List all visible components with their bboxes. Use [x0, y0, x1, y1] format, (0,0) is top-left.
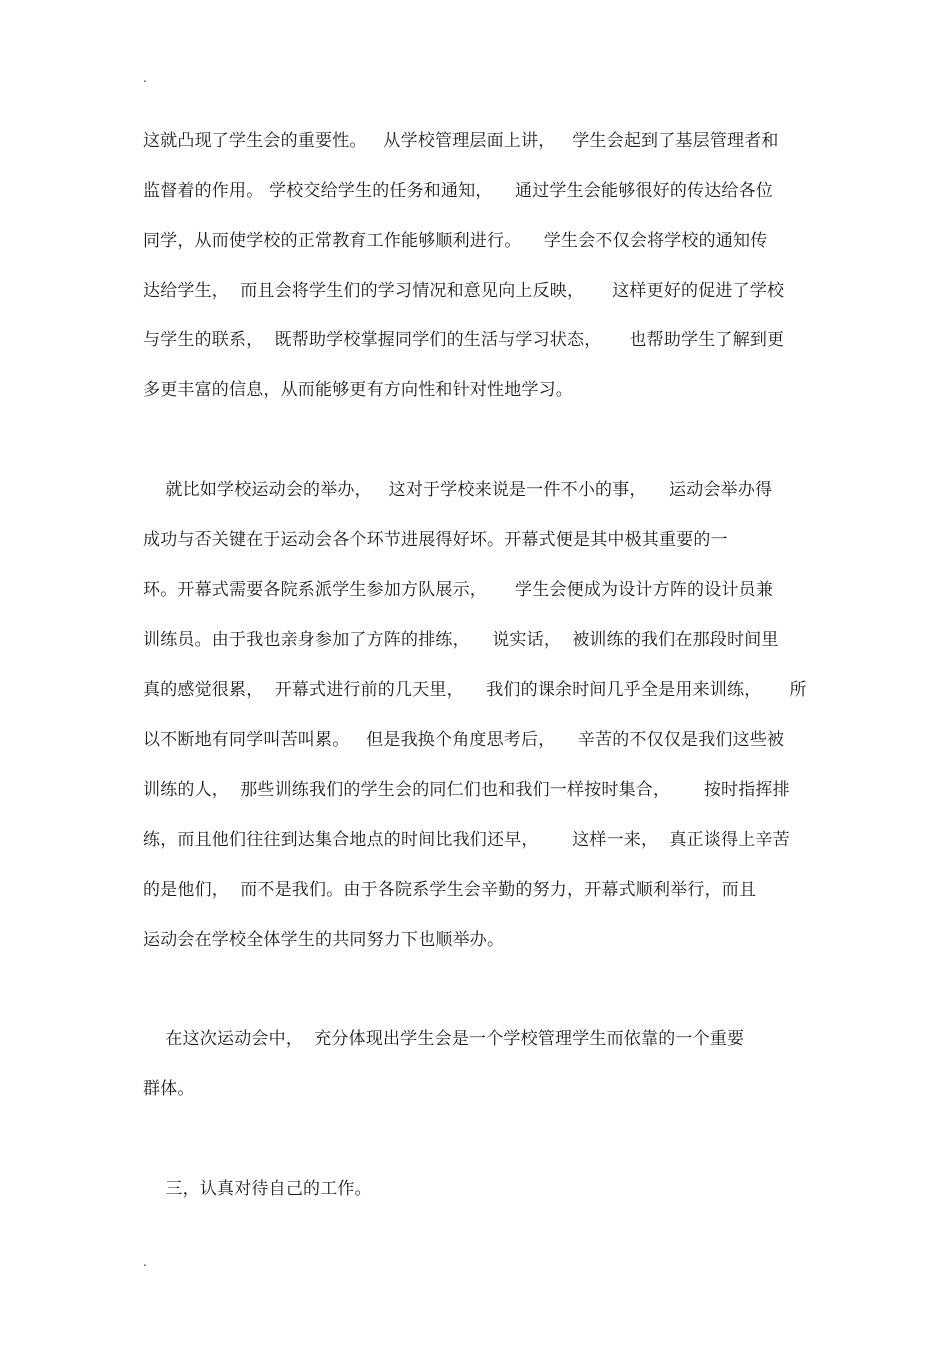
text-line: 达给学生， 而且会将学生们的学习情况和意见向上反映， 这样更好的促进了学校 [143, 281, 785, 301]
text-line: 多更丰富的信息，从而能够更有方向性和针对性地学习。 [143, 380, 573, 400]
text-line: 监督着的作用。 学校交给学生的任务和通知， 通过学生会能够很好的传达给各位 [143, 181, 774, 201]
text-line: 在这次运动会中， 充分体现出学生会是一个学校管理学生而依靠的一个重要 [143, 1029, 745, 1049]
section-heading: 三，认真对待自己的工作。 [143, 1179, 372, 1199]
text-line: 成功与否关键在于运动会各个环节进展得好坏。开幕式便是其中极其重要的一 [143, 530, 728, 550]
text-line: 以不断地有同学叫苦叫累。 但是我换个角度思考后， 辛苦的不仅仅是我们这些被 [143, 730, 785, 750]
text-line: 与学生的联系， 既帮助学校掌握同学们的生活与学习状态， 也帮助学生了解到更 [143, 330, 785, 350]
text-line: 训练员。由于我也亲身参加了方阵的排练， 说实话， 被训练的我们在那段时间里 [143, 630, 779, 650]
text-line: 真的感觉很累， 开幕式进行前的几天里， 我们的课余时间几乎全是用来训练， 所 [143, 680, 807, 700]
text-line: 运动会在学校全体学生的共同努力下也顺举办。 [143, 930, 505, 950]
text-line: 环。开幕式需要各院系派学生参加方队展示， 学生会便成为设计方阵的设计员兼 [143, 580, 774, 600]
text-line: 练，而且他们往往到达集合地点的时间比我们还早， 这样一来， 真正谈得上辛苦 [143, 830, 790, 850]
text-line: 同学，从而使学校的正常教育工作能够顺利进行。 学生会不仅会将学校的通知传 [143, 231, 768, 251]
page-top-mark: . [143, 71, 147, 85]
text-line: 群体。 [143, 1079, 195, 1099]
text-line: 就比如学校运动会的举办， 这对于学校来说是一件不小的事， 运动会举办得 [143, 480, 773, 500]
text-line: 的是他们， 而不是我们。由于各院系学生会辛勤的努力，开幕式顺利举行，而且 [143, 880, 757, 900]
page-bottom-mark: . [143, 1255, 147, 1269]
text-line: 训练的人， 那些训练我们的学生会的同仁们也和我们一样按时集合， 按时指挥排 [143, 780, 790, 800]
text-line: 这就凸现了学生会的重要性。 从学校管理层面上讲， 学生会起到了基层管理者和 [143, 131, 779, 151]
